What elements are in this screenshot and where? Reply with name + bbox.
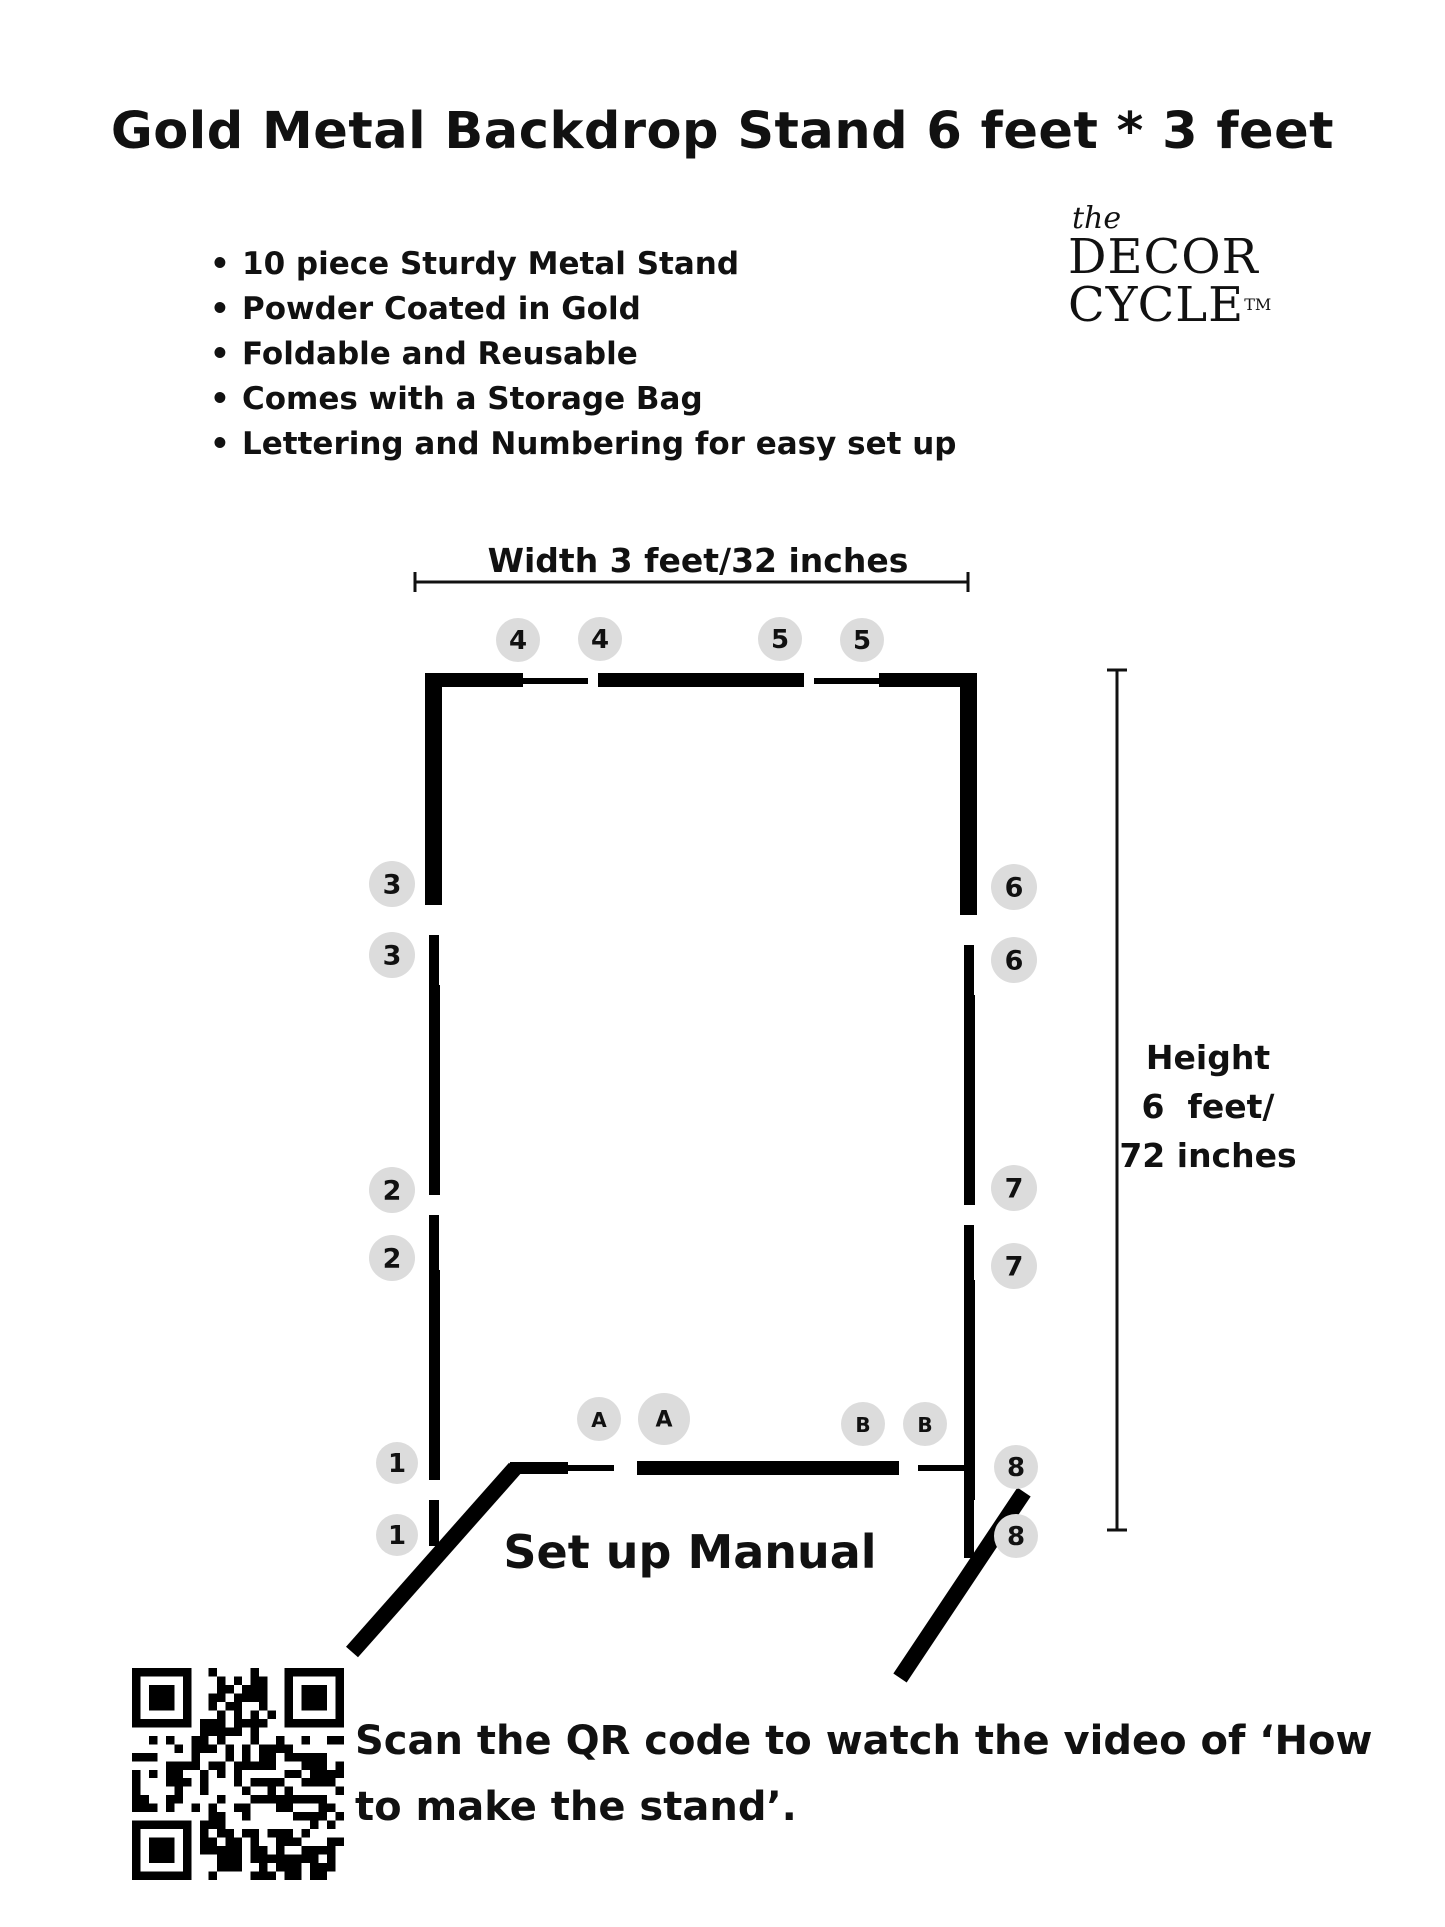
setup-manual-caption: Set up Manual [503,1525,877,1579]
qr-module [217,1719,225,1727]
qr-module [242,1829,250,1837]
qr-module [242,1804,250,1812]
qr-module [276,1829,284,1837]
qr-module [285,1744,293,1752]
qr-module [225,1838,233,1846]
qr-module [302,1778,310,1786]
joint-badge [903,1402,947,1446]
qr-module [217,1710,225,1718]
qr-module [251,1838,259,1846]
qr-module [285,1863,293,1871]
qr-module [166,1804,174,1812]
qr-code[interactable] [132,1668,344,1880]
qr-module [200,1846,208,1854]
qr-module [200,1778,208,1786]
qr-module [302,1753,310,1761]
qr-module [310,1863,318,1871]
joint-badge [369,1167,415,1213]
qr-module [327,1838,335,1846]
qr-module [200,1727,208,1735]
qr-module [251,1795,259,1803]
qr-module [251,1668,259,1676]
qr-module [132,1795,140,1803]
qr-module [259,1872,267,1880]
qr-module [225,1753,233,1761]
joint-badge-label: 2 [382,1243,402,1275]
qr-module [251,1829,259,1837]
frame-base-bar [510,1461,968,1475]
qr-module [208,1727,216,1735]
qr-module [217,1685,225,1693]
qr-module [327,1863,335,1871]
qr-module [319,1804,327,1812]
qr-module [327,1804,335,1812]
qr-module [191,1744,199,1752]
qr-module [225,1846,233,1854]
joint-badge-label: B [917,1413,933,1437]
qr-module [336,1736,344,1744]
qr-module [183,1761,191,1769]
qr-module [225,1744,233,1752]
qr-module [319,1846,327,1854]
qr-module [336,1812,344,1820]
joint-badge-label: 4 [508,626,528,656]
width-label: Width 3 feet/32 inches [487,541,909,580]
qr-module [310,1872,318,1880]
qr-module [302,1829,310,1837]
joint-badge-label: 6 [1004,945,1024,977]
qr-module [200,1838,208,1846]
qr-module [268,1710,276,1718]
qr-module [174,1778,182,1786]
joint-badge [991,1243,1037,1289]
qr-module [336,1770,344,1778]
qr-module [310,1812,318,1820]
qr-module [319,1770,327,1778]
qr-module [225,1829,233,1837]
qr-module [259,1719,267,1727]
qr-module [234,1676,242,1684]
joint-badge-label: 4 [590,625,610,655]
qr-module [293,1872,301,1880]
qr-module [285,1770,293,1778]
qr-module [217,1846,225,1854]
joint-badge [994,1445,1038,1489]
qr-module [319,1872,327,1880]
joint-badge-label: 5 [770,625,790,655]
qr-module [327,1778,335,1786]
qr-module [259,1795,267,1803]
joint-badge-label: 3 [382,869,402,901]
qr-module [217,1821,225,1829]
qr-module [225,1855,233,1863]
qr-module [285,1838,293,1846]
qr-module [319,1812,327,1820]
qr-module [310,1795,318,1803]
joint-badge-label: A [655,1407,673,1433]
qr-module [242,1744,250,1752]
joint-badge-label: 7 [1004,1173,1024,1205]
joint-badge-label: 1 [387,1449,407,1479]
qr-module [149,1685,174,1710]
height-label-2: 6 feet/ [1141,1087,1275,1126]
qr-module [251,1855,259,1863]
qr-module [208,1744,216,1752]
qr-module [217,1795,225,1803]
qr-module [276,1795,284,1803]
qr-module [259,1676,267,1684]
qr-module [302,1761,310,1769]
qr-module [251,1685,259,1693]
qr-module [259,1855,267,1863]
qr-module [149,1838,174,1863]
qr-module [191,1736,199,1744]
joint-badge-label: B [855,1413,871,1437]
qr-module [268,1829,276,1837]
joint-badge [991,864,1037,910]
qr-module [174,1787,182,1795]
qr-module [310,1761,318,1769]
qr-module [302,1812,310,1820]
qr-module [285,1829,293,1837]
qr-module [217,1727,225,1735]
qr-module [208,1812,216,1820]
joint-badge-label: A [591,1408,607,1432]
qr-module [132,1787,140,1795]
qr-module [327,1736,335,1744]
qr-module [251,1778,259,1786]
joint-badge [496,618,540,662]
qr-module [319,1753,327,1761]
qr-module [225,1727,233,1735]
qr-module [251,1761,259,1769]
qr-module [302,1855,310,1863]
qr-module [251,1736,259,1744]
frame-top-bar [425,673,977,687]
logo-line2: CYCLE [1068,277,1245,333]
joint-badge [991,1165,1037,1211]
qr-module [327,1855,335,1863]
qr-module [174,1744,182,1752]
qr-module [234,1846,242,1854]
qr-module [268,1872,276,1880]
feature-item: • Comes with a Storage Bag [210,377,956,422]
height-label-1: Height [1145,1038,1271,1077]
qr-module [234,1770,242,1778]
qr-module [276,1744,284,1752]
qr-module [166,1736,174,1744]
frame-left-post [425,673,442,1546]
qr-module [310,1778,318,1786]
qr-module [336,1761,344,1769]
qr-module [327,1846,335,1854]
qr-module [285,1804,293,1812]
qr-module [242,1812,250,1820]
qr-module [310,1846,318,1854]
qr-module [140,1795,148,1803]
qr-module [268,1855,276,1863]
qr-module [276,1855,284,1863]
qr-module [302,1846,310,1854]
qr-module [251,1727,259,1735]
qr-module [183,1778,191,1786]
joint-badge [578,617,622,661]
qr-module [276,1778,284,1786]
qr-module [336,1838,344,1846]
qr-module [217,1676,225,1684]
qr-module [217,1736,225,1744]
qr-module [140,1804,148,1812]
joint-badge-label: 6 [1004,872,1024,904]
qr-module [285,1855,293,1863]
logo-tm: TM [1244,295,1272,314]
qr-module [208,1719,216,1727]
qr-module [217,1761,225,1769]
qr-module [268,1761,276,1769]
qr-module [208,1693,216,1701]
qr-module [234,1719,242,1727]
qr-module [217,1863,225,1871]
joint-badge-label: 2 [382,1175,402,1207]
qr-module [132,1778,140,1786]
qr-module [251,1846,259,1854]
qr-module [259,1846,267,1854]
qr-module [234,1727,242,1735]
qr-module [234,1693,242,1701]
qr-module [302,1685,327,1710]
qr-module [149,1804,157,1812]
frame-left-foot [352,1468,515,1652]
qr-module [166,1770,174,1778]
qr-module [174,1770,182,1778]
joint-badge [369,932,415,978]
joint-badge-label: 1 [387,1521,407,1551]
joint-badge [994,1514,1038,1558]
qr-module [149,1753,157,1761]
qr-module [319,1863,327,1871]
qr-module [225,1685,233,1693]
qr-module [268,1795,276,1803]
qr-module [293,1753,301,1761]
qr-module [242,1719,250,1727]
qr-module [336,1787,344,1795]
qr-module [166,1761,174,1769]
qr-module [234,1761,242,1769]
qr-module [293,1770,301,1778]
qr-module [285,1753,293,1761]
qr-module [225,1863,233,1871]
qr-module [251,1872,259,1880]
qr-module [293,1795,301,1803]
qr-module [208,1838,216,1846]
qr-module [310,1855,318,1863]
joint-badge [991,937,1037,983]
qr-module [327,1821,335,1829]
qr-module [276,1838,284,1846]
qr-module [242,1753,250,1761]
qr-module [259,1753,267,1761]
qr-module [191,1761,199,1769]
qr-module [217,1693,225,1701]
joint-badge [369,861,415,907]
qr-module [208,1668,216,1676]
qr-module [132,1804,140,1812]
qr-module [251,1693,259,1701]
joint-badge [841,1402,885,1446]
logo-prefix: the [1072,201,1122,236]
qr-module [268,1787,276,1795]
frame-right-post [960,673,977,1558]
qr-instructions: Scan the QR code to watch the video of ‘How to make the stand’. [355,1718,1373,1830]
qr-module [293,1838,301,1846]
qr-module [259,1863,267,1871]
qr-module [319,1761,327,1769]
qr-module [259,1685,267,1693]
joint-badge [758,617,802,661]
qr-module [166,1795,174,1803]
qr-module [268,1753,276,1761]
qr-module [200,1744,208,1752]
joint-badge-label: 7 [1004,1251,1024,1283]
qr-module [234,1855,242,1863]
qr-module [200,1736,208,1744]
joint-badge [376,1514,418,1556]
height-dimension [1107,670,1127,1530]
qr-module [217,1829,225,1837]
qr-module [234,1804,242,1812]
qr-module [259,1693,267,1701]
qr-module [310,1753,318,1761]
joint-badge [638,1393,690,1445]
feature-item: • Foldable and Reusable [210,332,956,377]
qr-module [234,1863,242,1871]
qr-module [234,1702,242,1710]
qr-module [293,1812,301,1820]
qr-module [200,1829,208,1837]
joint-badge-label: 8 [1006,1522,1026,1552]
qr-module [200,1821,208,1829]
qr-module [217,1770,225,1778]
qr-module [276,1804,284,1812]
qr-module [276,1736,284,1744]
qr-module [132,1770,140,1778]
qr-module [200,1719,208,1727]
qr-module [285,1795,293,1803]
qr-module [132,1753,140,1761]
qr-module [208,1846,216,1854]
qr-module [217,1812,225,1820]
qr-module [174,1761,182,1769]
qr-module [234,1838,242,1846]
qr-module [259,1702,267,1710]
qr-module [191,1753,199,1761]
qr-module [259,1761,267,1769]
qr-module [242,1693,250,1701]
logo-line1: DECOR [1068,229,1259,285]
qr-module [242,1787,250,1795]
qr-module [293,1863,301,1871]
qr-module [319,1778,327,1786]
qr-module [276,1863,284,1871]
joint-badge-label: 8 [1006,1453,1026,1483]
qr-module [268,1778,276,1786]
qr-module [208,1702,216,1710]
qr-module [166,1778,174,1786]
qr-module [310,1821,318,1829]
qr-module [285,1872,293,1880]
qr-module [251,1676,259,1684]
qr-module [208,1761,216,1769]
qr-module [259,1744,267,1752]
qr-module [285,1787,293,1795]
qr-module [251,1710,259,1718]
qr-module [191,1804,199,1812]
height-label-3: 72 inches [1119,1136,1297,1175]
joint-badge [369,1235,415,1281]
qr-module [234,1710,242,1718]
qr-module [327,1770,335,1778]
qr-module [217,1855,225,1863]
qr-module [174,1795,182,1803]
qr-module [200,1770,208,1778]
page-title: Gold Metal Backdrop Stand 6 feet * 3 feet [110,102,1335,161]
qr-module [208,1821,216,1829]
joint-badge-label: 3 [382,940,402,972]
qr-module [268,1744,276,1752]
qr-module [302,1795,310,1803]
qr-module [319,1795,327,1803]
qr-module [276,1846,284,1854]
feature-item: • 10 piece Sturdy Metal Stand [210,242,956,287]
qr-module [234,1778,242,1786]
qr-module [208,1872,216,1880]
qr-module [200,1787,208,1795]
qr-module [310,1770,318,1778]
qr-module [149,1770,157,1778]
qr-module [208,1804,216,1812]
qr-module [242,1685,250,1693]
qr-module [293,1855,301,1863]
joint-badge [376,1442,418,1484]
feature-item: • Powder Coated in Gold [210,287,956,332]
qr-module [251,1719,259,1727]
feature-item: • Lettering and Numbering for easy set up [210,422,956,467]
qr-module [242,1761,250,1769]
qr-module [225,1702,233,1710]
joint-badge-label: 5 [852,626,872,656]
qr-module [302,1736,310,1744]
qr-module [140,1753,148,1761]
qr-module [259,1778,267,1786]
joint-badge [577,1397,621,1441]
qr-module [149,1736,157,1744]
joint-badge [840,618,884,662]
